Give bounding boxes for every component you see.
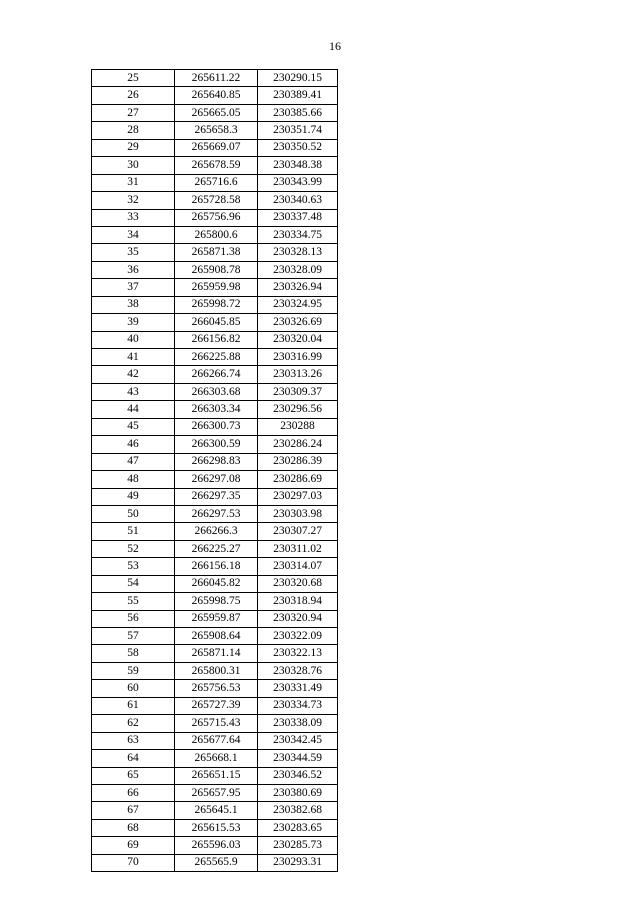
table-row [92,697,338,714]
table-row [92,523,338,540]
point-number-cell: 68 [92,819,175,836]
table-row [92,662,338,679]
table-row [92,819,338,836]
y-coordinate-cell: 230328.76 [258,662,338,679]
point-number-cell: 43 [92,383,175,400]
point-number-cell: 57 [92,628,175,645]
point-number-cell: 30 [92,157,175,174]
point-number-cell: 44 [92,401,175,418]
y-coordinate-cell: 230307.27 [258,523,338,540]
y-coordinate-cell: 230313.26 [258,366,338,383]
table-row [92,314,338,331]
x-coordinate-cell: 266297.08 [175,471,258,488]
table-row [92,401,338,418]
y-coordinate-cell: 230343.99 [258,174,338,191]
y-coordinate-cell: 230334.75 [258,226,338,243]
x-coordinate-cell: 265908.64 [175,628,258,645]
table-row [92,505,338,522]
point-number-cell: 64 [92,750,175,767]
y-coordinate-cell: 230286.39 [258,453,338,470]
y-coordinate-cell: 230303.98 [258,505,338,522]
x-coordinate-cell: 265727.39 [175,697,258,714]
x-coordinate-cell: 265669.07 [175,139,258,156]
table-row [92,122,338,139]
table-row [92,366,338,383]
x-coordinate-cell: 265640.85 [175,87,258,104]
point-number-cell: 51 [92,523,175,540]
table-row [92,331,338,348]
point-number-cell: 25 [92,70,175,87]
x-coordinate-cell: 265657.95 [175,784,258,801]
x-coordinate-cell: 265715.43 [175,715,258,732]
x-coordinate-cell: 265998.75 [175,593,258,610]
point-number-cell: 33 [92,209,175,226]
x-coordinate-cell: 265678.59 [175,157,258,174]
table-row [92,279,338,296]
table-row [92,575,338,592]
point-number-cell: 62 [92,715,175,732]
table-row [92,383,338,400]
y-coordinate-cell: 230309.37 [258,383,338,400]
x-coordinate-cell: 266297.53 [175,505,258,522]
y-coordinate-cell: 230342.45 [258,732,338,749]
x-coordinate-cell: 265665.05 [175,104,258,121]
x-coordinate-cell: 265800.6 [175,226,258,243]
coordinates-table [91,69,338,872]
y-coordinate-cell: 230286.69 [258,471,338,488]
x-coordinate-cell: 265871.38 [175,244,258,261]
x-coordinate-cell: 265959.98 [175,279,258,296]
x-coordinate-cell: 266297.35 [175,488,258,505]
table-row [92,453,338,470]
point-number-cell: 70 [92,854,175,871]
point-number-cell: 53 [92,558,175,575]
point-number-cell: 27 [92,104,175,121]
point-number-cell: 34 [92,226,175,243]
table-row [92,436,338,453]
x-coordinate-cell: 265716.6 [175,174,258,191]
point-number-cell: 67 [92,802,175,819]
point-number-cell: 48 [92,471,175,488]
x-coordinate-cell: 266156.82 [175,331,258,348]
y-coordinate-cell: 230326.94 [258,279,338,296]
table-row [92,750,338,767]
table-row [92,192,338,209]
y-coordinate-cell: 230318.94 [258,593,338,610]
y-coordinate-cell: 230385.66 [258,104,338,121]
table-row [92,296,338,313]
x-coordinate-cell: 265756.96 [175,209,258,226]
x-coordinate-cell: 266225.88 [175,349,258,366]
point-number-cell: 47 [92,453,175,470]
point-number-cell: 37 [92,279,175,296]
y-coordinate-cell: 230283.65 [258,819,338,836]
table-row [92,471,338,488]
point-number-cell: 54 [92,575,175,592]
x-coordinate-cell: 265658.3 [175,122,258,139]
table-row [92,645,338,662]
table-row [92,558,338,575]
x-coordinate-cell: 266045.82 [175,575,258,592]
point-number-cell: 60 [92,680,175,697]
x-coordinate-cell: 265611.22 [175,70,258,87]
table-row [92,244,338,261]
table-row [92,209,338,226]
x-coordinate-cell: 266266.3 [175,523,258,540]
x-coordinate-cell: 266303.34 [175,401,258,418]
coordinates-table-body [92,70,338,872]
y-coordinate-cell: 230311.02 [258,540,338,557]
point-number-cell: 36 [92,261,175,278]
table-row [92,784,338,801]
table-row [92,767,338,784]
point-number-cell: 29 [92,139,175,156]
y-coordinate-cell: 230322.13 [258,645,338,662]
y-coordinate-cell: 230380.69 [258,784,338,801]
point-number-cell: 32 [92,192,175,209]
x-coordinate-cell: 265959.87 [175,610,258,627]
table-row [92,87,338,104]
table-row [92,854,338,871]
y-coordinate-cell: 230314.07 [258,558,338,575]
point-number-cell: 42 [92,366,175,383]
y-coordinate-cell: 230296.56 [258,401,338,418]
y-coordinate-cell: 230328.13 [258,244,338,261]
y-coordinate-cell: 230382.68 [258,802,338,819]
x-coordinate-cell: 266300.59 [175,436,258,453]
point-number-cell: 56 [92,610,175,627]
table-row [92,70,338,87]
table-row [92,540,338,557]
y-coordinate-cell: 230324.95 [258,296,338,313]
table-row [92,837,338,854]
x-coordinate-cell: 266298.83 [175,453,258,470]
point-number-cell: 69 [92,837,175,854]
table-row [92,157,338,174]
y-coordinate-cell: 230331.49 [258,680,338,697]
page-number: 16 [329,39,341,53]
table-row [92,104,338,121]
point-number-cell: 58 [92,645,175,662]
y-coordinate-cell: 230297.03 [258,488,338,505]
table-row [92,732,338,749]
x-coordinate-cell: 265756.53 [175,680,258,697]
y-coordinate-cell: 230346.52 [258,767,338,784]
point-number-cell: 65 [92,767,175,784]
table-row [92,418,338,435]
table-row [92,226,338,243]
point-number-cell: 26 [92,87,175,104]
x-coordinate-cell: 266225.27 [175,540,258,557]
y-coordinate-cell: 230322.09 [258,628,338,645]
y-coordinate-cell: 230338.09 [258,715,338,732]
x-coordinate-cell: 266156.18 [175,558,258,575]
x-coordinate-cell: 265615.53 [175,819,258,836]
point-number-cell: 45 [92,418,175,435]
x-coordinate-cell: 265651.15 [175,767,258,784]
x-coordinate-cell: 265800.31 [175,662,258,679]
x-coordinate-cell: 265565.9 [175,854,258,871]
y-coordinate-cell: 230350.52 [258,139,338,156]
x-coordinate-cell: 265677.64 [175,732,258,749]
table-row [92,261,338,278]
point-number-cell: 41 [92,349,175,366]
point-number-cell: 59 [92,662,175,679]
point-number-cell: 46 [92,436,175,453]
point-number-cell: 55 [92,593,175,610]
point-number-cell: 38 [92,296,175,313]
table-row [92,802,338,819]
y-coordinate-cell: 230334.73 [258,697,338,714]
point-number-cell: 63 [92,732,175,749]
y-coordinate-cell: 230344.59 [258,750,338,767]
point-number-cell: 31 [92,174,175,191]
y-coordinate-cell: 230316.99 [258,349,338,366]
point-number-cell: 61 [92,697,175,714]
table-row [92,174,338,191]
y-coordinate-cell: 230351.74 [258,122,338,139]
y-coordinate-cell: 230389.41 [258,87,338,104]
point-number-cell: 35 [92,244,175,261]
y-coordinate-cell: 230290.15 [258,70,338,87]
x-coordinate-cell: 265871.14 [175,645,258,662]
table-row [92,610,338,627]
y-coordinate-cell: 230320.94 [258,610,338,627]
y-coordinate-cell: 230326.69 [258,314,338,331]
x-coordinate-cell: 265908.78 [175,261,258,278]
y-coordinate-cell: 230286.24 [258,436,338,453]
x-coordinate-cell: 265728.58 [175,192,258,209]
point-number-cell: 52 [92,540,175,557]
y-coordinate-cell: 230340.63 [258,192,338,209]
point-number-cell: 40 [92,331,175,348]
point-number-cell: 39 [92,314,175,331]
table-row [92,628,338,645]
y-coordinate-cell: 230320.04 [258,331,338,348]
point-number-cell: 66 [92,784,175,801]
table-row [92,680,338,697]
y-coordinate-cell: 230328.09 [258,261,338,278]
x-coordinate-cell: 266303.68 [175,383,258,400]
table-row [92,715,338,732]
y-coordinate-cell: 230320.68 [258,575,338,592]
y-coordinate-cell: 230293.31 [258,854,338,871]
y-coordinate-cell: 230348.38 [258,157,338,174]
table-row [92,139,338,156]
x-coordinate-cell: 265668.1 [175,750,258,767]
y-coordinate-cell: 230337.48 [258,209,338,226]
point-number-cell: 28 [92,122,175,139]
x-coordinate-cell: 265998.72 [175,296,258,313]
x-coordinate-cell: 265645.1 [175,802,258,819]
x-coordinate-cell: 266300.73 [175,418,258,435]
table-row [92,593,338,610]
x-coordinate-cell: 266045.85 [175,314,258,331]
x-coordinate-cell: 265596.03 [175,837,258,854]
point-number-cell: 49 [92,488,175,505]
y-coordinate-cell: 230285.73 [258,837,338,854]
table-row [92,349,338,366]
y-coordinate-cell: 230288 [258,418,338,435]
point-number-cell: 50 [92,505,175,522]
table-row [92,488,338,505]
x-coordinate-cell: 266266.74 [175,366,258,383]
